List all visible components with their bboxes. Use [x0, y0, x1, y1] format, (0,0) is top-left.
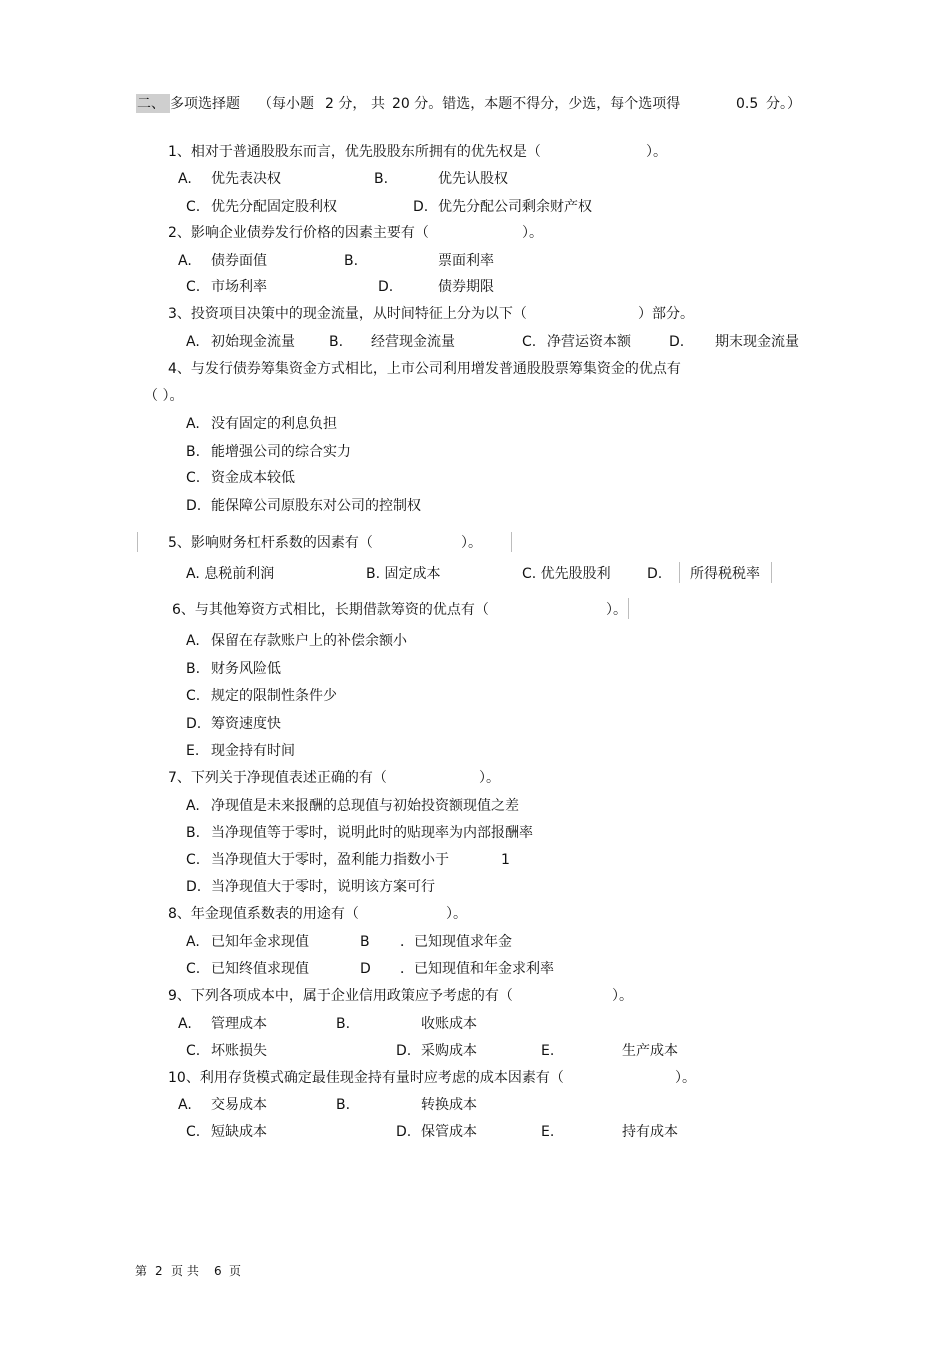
option-label: A. — [178, 1097, 192, 1113]
option-text: C. 优先股股利 — [522, 566, 611, 582]
option-text: 当净现值大于零时，盈利能力指数小于 — [211, 852, 449, 868]
option-text: 净现值是未来报酬的总现值与初始投资额现值之差 — [211, 798, 519, 814]
question-stem: 10、利用存货模式确定最佳现金持有量时应考虑的成本因素有（ — [168, 1070, 564, 1086]
option-text: 坏账损失 — [211, 1043, 267, 1059]
question-stem: 3、投资项目决策中的现金流量，从时间特征上分为以下（ — [168, 306, 527, 322]
option-text: 持有成本 — [622, 1124, 678, 1140]
option-label: C. — [186, 1124, 201, 1140]
option-label: D. — [186, 716, 202, 732]
option-text: 优先分配公司剩余财产权 — [438, 199, 592, 215]
option-text: 管理成本 — [211, 1016, 267, 1032]
option-label: A. — [186, 934, 200, 950]
option-text: 已知年金求现值 — [211, 934, 309, 950]
option-text: 规定的限制性条件少 — [211, 688, 337, 704]
option-label: B — [360, 934, 370, 950]
question-stem: 1、相对于普通股股东而言，优先股股东所拥有的优先权是（ — [168, 144, 541, 160]
option-label: E. — [541, 1043, 555, 1059]
question-stem: 8、年金现值系数表的用途有（ — [168, 906, 359, 922]
footer-suffix: 页 — [229, 1264, 242, 1278]
option-label: D. — [647, 566, 663, 582]
option-text: 当净现值大于零时，说明该方案可行 — [211, 879, 435, 895]
section-note-3: 共 — [371, 96, 385, 112]
option-text: 财务风险低 — [211, 661, 281, 677]
question-close: ）。 — [646, 144, 667, 160]
option-label: C. — [186, 1043, 201, 1059]
option-text: 初始现金流量 — [211, 334, 295, 350]
option-text: 优先分配固定股利权 — [211, 199, 337, 215]
option-text: 期末现金流量 — [715, 334, 799, 350]
option-text: 经营现金流量 — [371, 334, 455, 350]
table-rule — [771, 562, 772, 583]
option-label: D — [360, 961, 371, 977]
option-label: D. — [396, 1043, 412, 1059]
question-stem: 2、影响企业债券发行价格的因素主要有（ — [168, 225, 429, 241]
option-text: 已知终值求现值 — [211, 961, 309, 977]
option-label: D. — [186, 498, 202, 514]
option-label: E. — [541, 1124, 555, 1140]
option-label: B. — [186, 661, 201, 677]
option-label: A. — [186, 633, 200, 649]
option-text: ．已知现值和年金求利率 — [400, 961, 554, 977]
question-close: ）。 — [461, 535, 482, 551]
question-close: ）。 — [612, 988, 633, 1004]
section-note-5: 0.5 — [736, 96, 759, 112]
section-number: 二、 — [137, 96, 165, 112]
option-text: 筹资速度快 — [211, 716, 281, 732]
table-rule — [679, 562, 680, 583]
option-text: 现金持有时间 — [211, 743, 295, 759]
option-text: 保管成本 — [421, 1124, 477, 1140]
option-label: A. — [186, 416, 200, 432]
option-text: 票面利率 — [438, 253, 494, 269]
option-label: A. — [178, 253, 192, 269]
option-text: 保留在存款账户上的补偿余额小 — [211, 633, 407, 649]
option-label: B. — [336, 1016, 351, 1032]
option-text: A. 息税前利润 — [186, 566, 275, 582]
option-label: B. — [186, 825, 201, 841]
option-text: 没有固定的利息负担 — [211, 416, 337, 432]
footer-prefix: 第 — [135, 1264, 148, 1278]
option-text: 生产成本 — [622, 1043, 678, 1059]
option-text: 优先认股权 — [438, 171, 508, 187]
option-text: 债券面值 — [211, 253, 267, 269]
option-label: B. — [344, 253, 359, 269]
section-note-2: 2 分， — [325, 96, 367, 112]
option-label: C. — [186, 961, 201, 977]
option-text: 净营运资本额 — [547, 334, 631, 350]
option-label: E. — [186, 743, 200, 759]
option-label: C. — [186, 470, 201, 486]
page-total: 6 — [214, 1264, 222, 1278]
question-stem-cont: （ ）。 — [144, 388, 184, 404]
option-label: D. — [413, 199, 429, 215]
question-stem: 4、与发行债券筹集资金方式相比，上市公司利用增发普通股股票筹集资金的优点有 — [168, 361, 681, 377]
option-label: D. — [396, 1124, 412, 1140]
question-close: ）部分。 — [638, 306, 694, 322]
table-rule — [511, 532, 512, 552]
footer-of: 页 共 — [171, 1264, 199, 1278]
section-title: 多项选择题 — [170, 96, 240, 112]
option-text: 当净现值等于零时，说明此时的贴现率为内部报酬率 — [211, 825, 533, 841]
section-note-4: 20 分。错选，本题不得分，少选，每个选项得 — [392, 96, 681, 112]
option-text: 债券期限 — [438, 279, 494, 295]
question-close: ）。 — [606, 602, 627, 618]
section-note-6: 分。） — [766, 96, 801, 112]
option-text: 交易成本 — [211, 1097, 267, 1113]
question-close: ）。 — [446, 906, 467, 922]
question-stem: 9、下列各项成本中，属于企业信用政策应予考虑的有（ — [168, 988, 513, 1004]
option-text: 资金成本较低 — [211, 470, 295, 486]
question-close: ）。 — [675, 1070, 696, 1086]
option-label: C. — [186, 852, 201, 868]
option-label: D. — [378, 279, 394, 295]
option-label: A. — [178, 171, 192, 187]
option-text: ．已知现值求年金 — [400, 934, 512, 950]
option-label: B. — [336, 1097, 351, 1113]
option-label: A. — [186, 334, 200, 350]
option-number: 1 — [501, 852, 510, 868]
option-label: C. — [186, 688, 201, 704]
question-stem: 6、与其他筹资方式相比，长期借款筹资的优点有（ — [172, 602, 489, 618]
option-label: B. — [374, 171, 389, 187]
question-stem: 5、影响财务杠杆系数的因素有（ — [168, 535, 373, 551]
option-text: 采购成本 — [421, 1043, 477, 1059]
option-text: 能保障公司原股东对公司的控制权 — [211, 498, 421, 514]
option-label: A. — [178, 1016, 192, 1032]
question-close: ）。 — [522, 225, 543, 241]
option-text: 优先表决权 — [211, 171, 281, 187]
option-label: B. — [329, 334, 344, 350]
option-label: D. — [186, 879, 202, 895]
option-text: 市场利率 — [211, 279, 267, 295]
question-stem: 7、下列关于净现值表述正确的有（ — [168, 770, 387, 786]
option-text: 收账成本 — [421, 1016, 477, 1032]
option-label: B. — [186, 444, 201, 460]
table-rule — [137, 532, 138, 552]
option-label: A. — [186, 798, 200, 814]
table-rule — [628, 598, 629, 619]
option-text: 所得税税率 — [690, 566, 760, 582]
option-text: B. 固定成本 — [366, 566, 441, 582]
option-label: C. — [522, 334, 537, 350]
section-note-1: （每小题 — [258, 96, 314, 112]
option-text: 能增强公司的综合实力 — [211, 444, 351, 460]
page-number: 2 — [155, 1264, 163, 1278]
option-label: D. — [669, 334, 685, 350]
option-text: 转换成本 — [421, 1097, 477, 1113]
question-close: ）。 — [479, 770, 500, 786]
option-text: 短缺成本 — [211, 1124, 267, 1140]
option-label: C. — [186, 279, 201, 295]
option-label: C. — [186, 199, 201, 215]
